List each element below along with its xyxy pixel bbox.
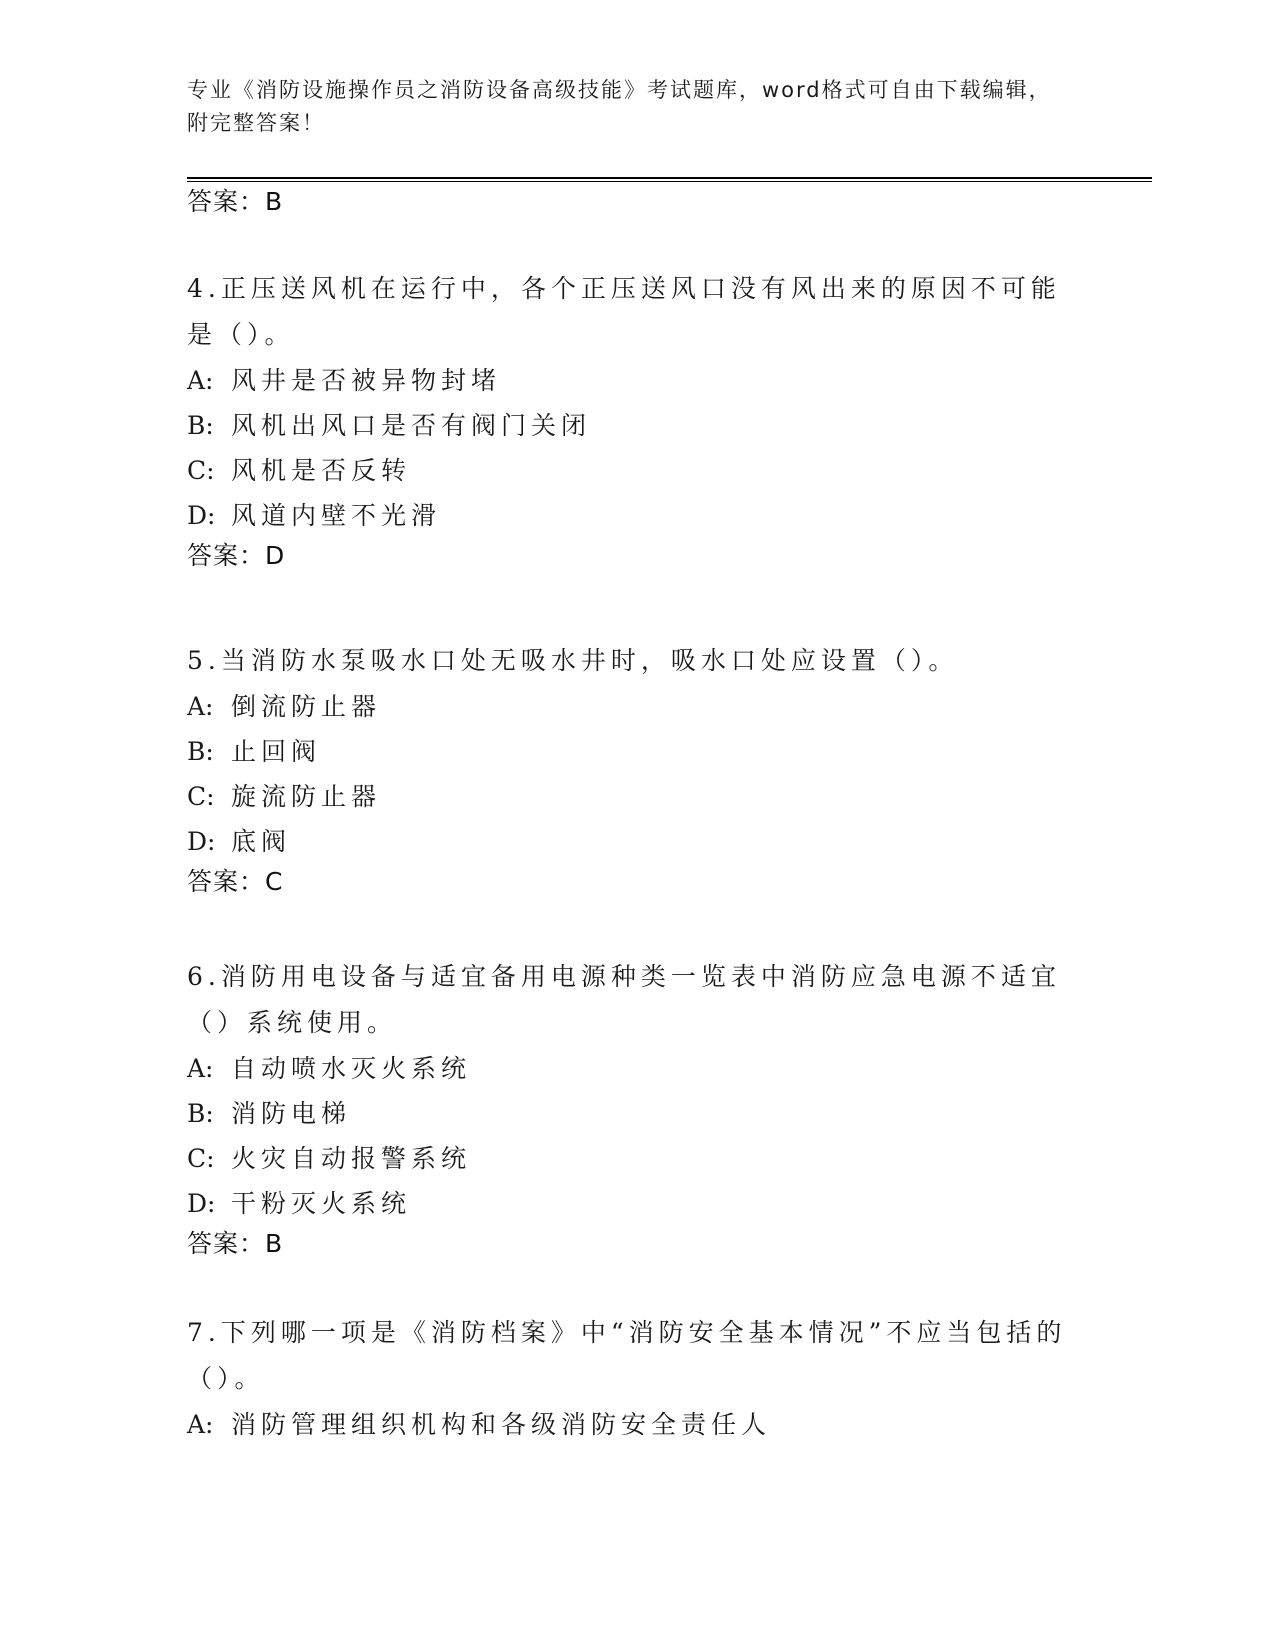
option-text: 火灾自动报警系统 xyxy=(231,1144,472,1173)
option-a xyxy=(187,1402,1067,1447)
option-letter: C: xyxy=(187,782,215,811)
question-text: 6.消防用电设备与适宜备用电源种类一览表中消防应急电源不适宜（）系统使用。 xyxy=(187,962,1061,1037)
question-block xyxy=(187,638,1067,900)
question-block xyxy=(187,266,1067,574)
option-b xyxy=(187,403,1067,448)
question-block xyxy=(187,1310,1067,1447)
option-text: 风井是否被异物封堵 xyxy=(231,366,502,395)
answer-line: 答案：B xyxy=(187,1229,284,1258)
question-text: 5.当消防水泵吸水口处无吸水井时，吸水口处应设置（）。 xyxy=(187,646,959,675)
option-letter: B: xyxy=(187,411,214,440)
answer-line: 答案：B xyxy=(187,187,284,216)
option-text: 倒流防止器 xyxy=(231,692,382,721)
option-a xyxy=(187,358,1067,403)
option-text: 干粉灭火系统 xyxy=(231,1189,412,1218)
option-letter: A: xyxy=(187,1054,214,1083)
option-text: 风道内壁不光滑 xyxy=(231,501,442,530)
option-d xyxy=(187,493,1067,538)
question-block xyxy=(187,954,1067,1262)
option-c xyxy=(187,1136,1067,1181)
option-a xyxy=(187,684,1067,729)
option-letter: A: xyxy=(187,692,214,721)
option-b xyxy=(187,1091,1067,1136)
option-text: 风机出风口是否有阀门关闭 xyxy=(231,411,592,440)
option-d xyxy=(187,819,1067,864)
option-text: 风机是否反转 xyxy=(231,456,412,485)
option-text: 旋流防止器 xyxy=(231,782,382,811)
option-text: 消防电梯 xyxy=(231,1099,352,1128)
option-letter: A: xyxy=(187,366,214,395)
option-text: 止回阀 xyxy=(231,737,322,766)
option-d xyxy=(187,1181,1067,1226)
option-letter: B: xyxy=(187,737,214,766)
header-divider xyxy=(187,177,1152,182)
option-letter: C: xyxy=(187,1144,215,1173)
question-text: 7.下列哪一项是《消防档案》中“消防安全基本情况”不应当包括的（）。 xyxy=(187,1318,1067,1393)
option-text: 消防管理组织机构和各级消防安全责任人 xyxy=(231,1410,772,1439)
option-letter: B: xyxy=(187,1099,214,1128)
option-c xyxy=(187,774,1067,819)
document-header: 专业《消防设施操作员之消防设备高级技能》考试题库，word格式可自由下载编辑，附完整答案！ xyxy=(187,78,1052,135)
option-c xyxy=(187,448,1067,493)
option-letter: D: xyxy=(187,1189,216,1218)
option-text: 自动喷水灭火系统 xyxy=(231,1054,472,1083)
option-letter: D: xyxy=(187,827,216,856)
option-letter: D: xyxy=(187,501,216,530)
question-text: 4.正压送风机在运行中，各个正压送风口没有风出来的原因不可能是（）。 xyxy=(187,274,1061,349)
option-letter: A: xyxy=(187,1410,214,1439)
answer-line: 答案：D xyxy=(187,541,286,570)
option-text: 底阀 xyxy=(231,827,292,856)
option-a xyxy=(187,1046,1067,1091)
option-b xyxy=(187,729,1067,774)
option-letter: C: xyxy=(187,456,215,485)
answer-line: 答案：C xyxy=(187,867,284,896)
